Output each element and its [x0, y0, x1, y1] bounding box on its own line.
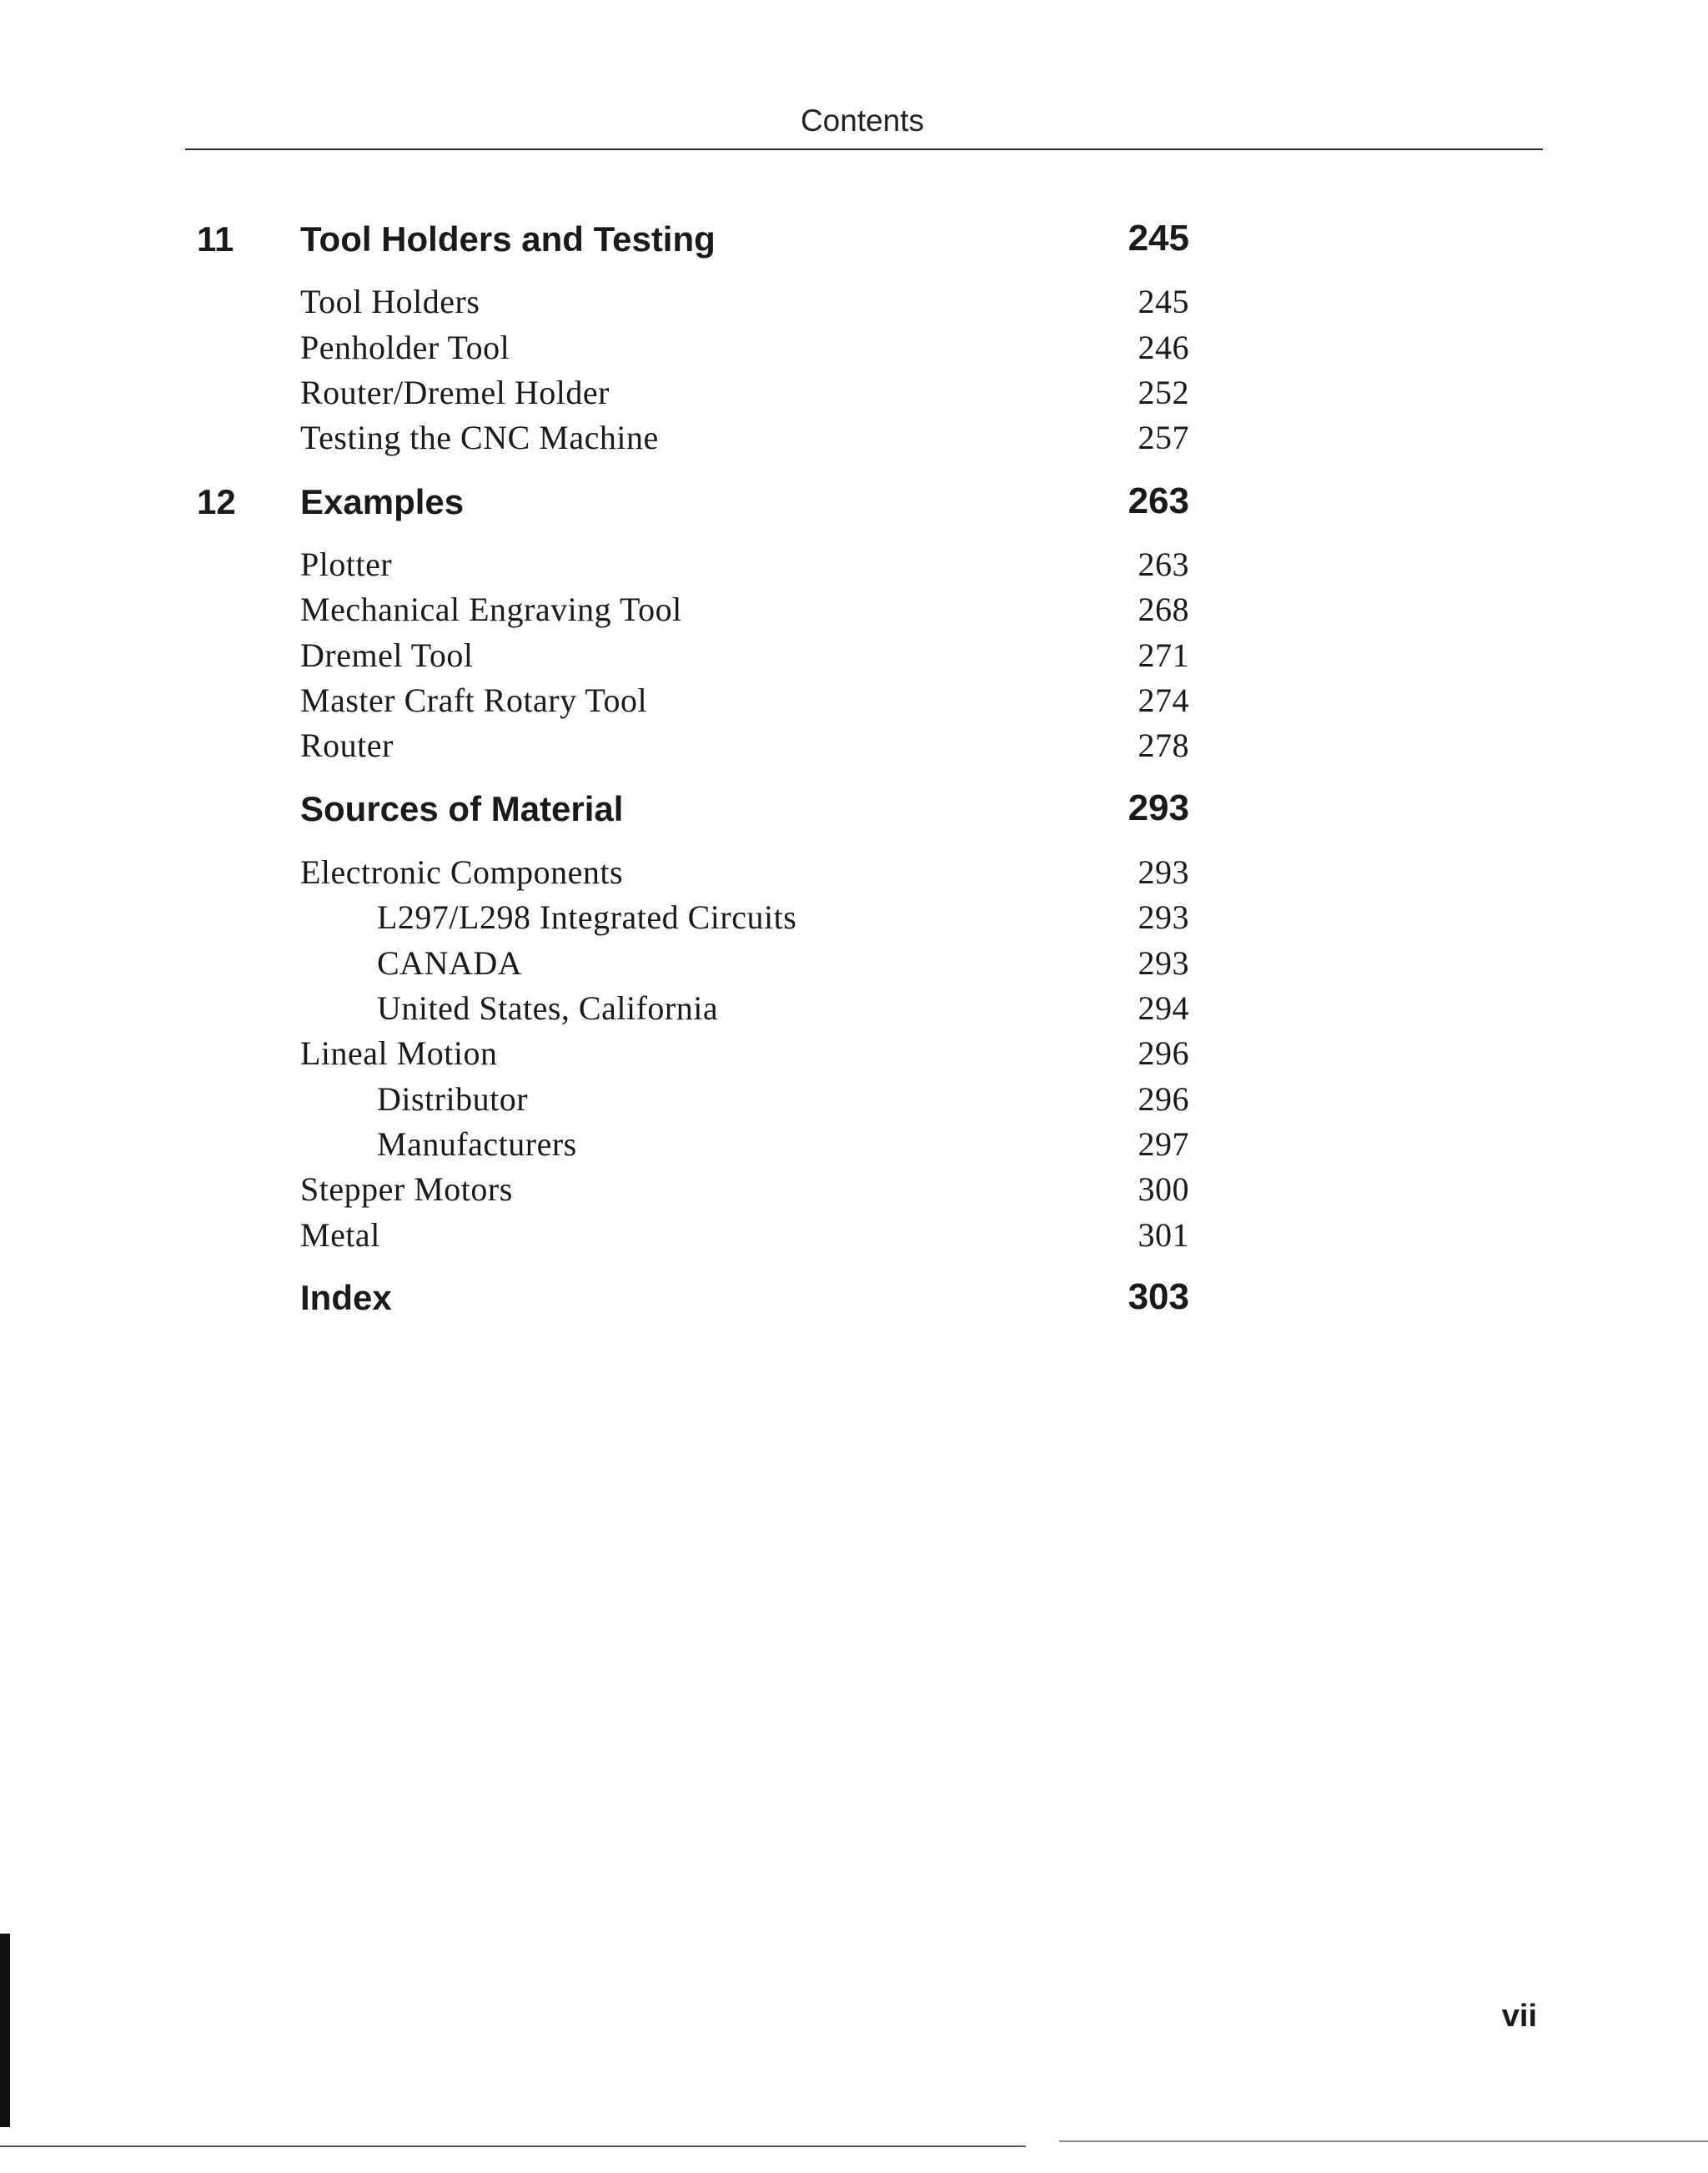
toc-subentry[interactable] — [0, 940, 1708, 983]
chapter-page: 263 — [1128, 480, 1189, 521]
toc-entry[interactable] — [0, 1166, 1708, 1210]
scan-edge-line — [0, 2145, 1026, 2147]
entry-page: 274 — [1138, 682, 1189, 719]
running-head: Contents — [800, 103, 925, 138]
chapter-number: 11 — [197, 219, 234, 259]
toc-entry[interactable] — [0, 1030, 1708, 1074]
entry-title: United States, California — [377, 989, 719, 1027]
chapter-number: 12 — [197, 482, 236, 521]
entry-title: Manufacturers — [377, 1125, 577, 1163]
entry-title: Master Craft Rotary Tool — [300, 682, 648, 719]
entry-title: CANADA — [377, 944, 523, 982]
toc-entry[interactable] — [0, 586, 1708, 630]
toc-entry[interactable] — [0, 324, 1708, 368]
entry-title: Penholder Tool — [300, 329, 510, 366]
toc-entry[interactable] — [0, 541, 1708, 585]
entry-page: 252 — [1138, 374, 1189, 411]
entry-page: 293 — [1138, 944, 1189, 982]
entry-page: 268 — [1138, 591, 1189, 628]
entry-title: Testing the CNC Machine — [300, 419, 659, 456]
toc-entry[interactable] — [0, 632, 1708, 676]
toc-section-sources[interactable] — [0, 788, 1708, 832]
entry-page: 300 — [1138, 1170, 1189, 1208]
entry-page: 245 — [1138, 283, 1189, 320]
section-page: 303 — [1128, 1276, 1189, 1317]
header-rule — [185, 148, 1543, 150]
entry-title: Electronic Components — [300, 853, 624, 891]
chapter-title: Examples — [300, 482, 465, 521]
entry-title: Router/Dremel Holder — [300, 374, 610, 411]
toc-subentry[interactable] — [0, 1121, 1708, 1164]
entry-title: Metal — [300, 1216, 380, 1254]
toc-entry[interactable] — [0, 1212, 1708, 1255]
chapter-page: 245 — [1128, 218, 1189, 259]
entry-page: 278 — [1138, 727, 1189, 764]
toc-subentry[interactable] — [0, 985, 1708, 1029]
toc-entry[interactable] — [0, 370, 1708, 413]
section-title: Index — [300, 1278, 392, 1317]
entry-page: 293 — [1138, 853, 1189, 891]
entry-title: Router — [300, 727, 394, 764]
scan-edge-line — [1059, 2140, 1708, 2142]
toc-entry[interactable] — [0, 279, 1708, 322]
entry-title: Mechanical Engraving Tool — [300, 591, 682, 628]
entry-page: 294 — [1138, 989, 1189, 1027]
entry-title: Tool Holders — [300, 283, 480, 320]
entry-title: Dremel Tool — [300, 636, 474, 674]
toc-chapter-11[interactable] — [0, 219, 1708, 262]
scan-edge-mark — [0, 1934, 10, 2127]
entry-title: Stepper Motors — [300, 1170, 513, 1208]
entry-page: 296 — [1138, 1034, 1189, 1072]
section-title: Sources of Material — [300, 789, 624, 828]
entry-page: 301 — [1138, 1216, 1189, 1254]
page-number: vii — [1501, 1999, 1537, 2034]
entry-title: Plotter — [300, 546, 393, 583]
section-page: 293 — [1128, 787, 1189, 828]
entry-page: 246 — [1138, 329, 1189, 366]
toc-subentry[interactable] — [0, 894, 1708, 938]
entry-title: L297/L298 Integrated Circuits — [377, 898, 797, 936]
toc-section-index[interactable] — [0, 1277, 1708, 1320]
entry-title: Lineal Motion — [300, 1034, 498, 1072]
toc-entry[interactable] — [0, 849, 1708, 893]
entry-page: 257 — [1138, 419, 1189, 456]
toc-chapter-12[interactable] — [0, 481, 1708, 525]
toc-entry[interactable] — [0, 415, 1708, 458]
toc-subentry[interactable] — [0, 1076, 1708, 1119]
entry-page: 293 — [1138, 898, 1189, 936]
toc-entry[interactable] — [0, 677, 1708, 721]
entry-page: 297 — [1138, 1125, 1189, 1163]
entry-page: 296 — [1138, 1080, 1189, 1118]
toc-entry[interactable] — [0, 722, 1708, 766]
entry-page: 263 — [1138, 546, 1189, 583]
entry-page: 271 — [1138, 636, 1189, 674]
chapter-title: Tool Holders and Testing — [300, 219, 716, 259]
entry-title: Distributor — [377, 1080, 529, 1118]
